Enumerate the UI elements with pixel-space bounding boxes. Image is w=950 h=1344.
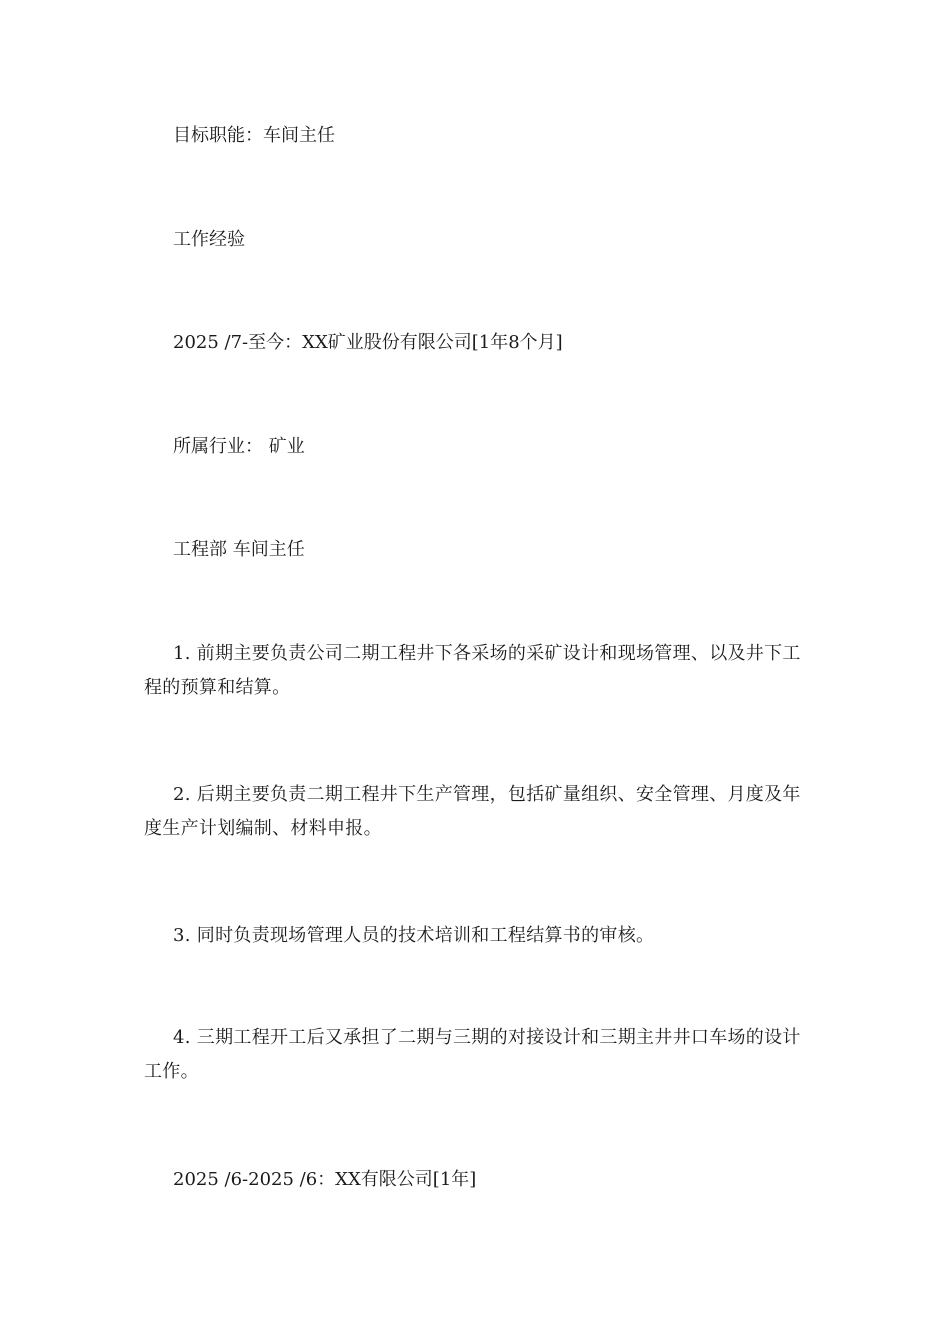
job1-duty-3: 3. 同时负责现场管理人员的技术培训和工程结算书的审核。	[173, 925, 655, 946]
job2-period-company: 2025 /6-2025 /6：XX有限公司[1年]	[173, 1169, 477, 1190]
job1-department-title: 工程部 车间主任	[173, 539, 305, 560]
job1-period-company: 2025 /7-至今：XX矿业股份有限公司[1年8个月]	[173, 332, 563, 353]
target-role-line: 目标职能：车间主任	[173, 125, 335, 146]
job1-industry: 所属行业： 矿业	[173, 436, 305, 457]
job1-duty-2: 2. 后期主要负责二期工程井下生产管理，包括矿量组织、安全管理、月度及年度生产计划编制、材料申报。	[144, 784, 801, 839]
section-heading-work-experience: 工作经验	[173, 229, 245, 250]
job1-duty-1: 1. 前期主要负责公司二期工程井下各采场的采矿设计和现场管理、以及井下工程的预算和结算。	[144, 643, 801, 698]
job1-duty-4: 4. 三期工程开工后又承担了二期与三期的对接设计和三期主井井口车场的设计工作。	[144, 1027, 801, 1082]
